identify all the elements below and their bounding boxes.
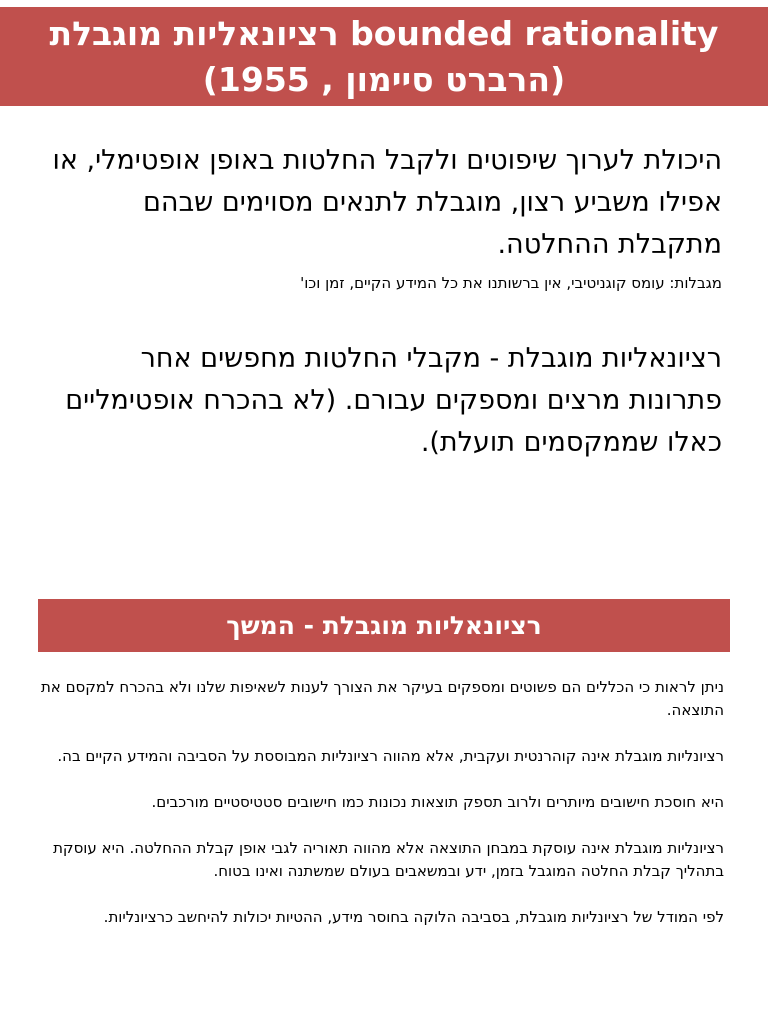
definition-text: היכולת לערוך שיפוטים ולקבל החלטות באופן אופטימלי, או אפילו משביע רצון, מוגבלת לתנאים מסוימים שבהם מתקבלת ההחלטה.: [52, 145, 722, 260]
summary-text: רציונאליות מוגבלת - מקבלי החלטות מחפשים אחר פתרונות מרצים ומספקים עבורם. (לא בהכרח אופטימליים כאלו שממקסמים תועלת).: [65, 343, 722, 458]
paragraph: היא חוסכת חישובים מיותרים ולרוב תספק תוצאות נכונות כמו חישובים סטטיסטיים מורכבים.: [151, 793, 724, 811]
slide1-title-line2: (הרברט סיימון , 1955): [202, 60, 566, 99]
paragraph: ניתן לראות כי הכללים הם פשוטים ומספקים בעיקר את הצורך לענות לשאיפות שלנו ולא בהכרח למקסם את התוצאה.: [40, 678, 724, 719]
paragraph: רציונליות מוגבלת אינה עוסקת במבחן התוצאה אלא מהווה תאוריה לגבי אופן קבלת ההחלטה. היא עוסקת בתהליך קבלת החלטה המוגבל בזמן, ידע ובמשאבים בעולם שמשתנה ואינו בטוח.: [53, 839, 724, 880]
slide2-title: רציונאליות מוגבלת - המשך: [226, 611, 542, 640]
slide2-title-banner: [38, 599, 730, 652]
paragraph: לפי המודל של רציונליות מוגבלת, בסביבה הלוקה בחוסר מידע, ההטיות יכולות להיחשב כרציונליות.: [103, 908, 724, 926]
slide1-body: [42, 140, 722, 464]
limitations-note: מגבלות: עומס קוגניטיבי, אין ברשותנו את כל המידע הקיים, זמן וכו': [300, 274, 722, 292]
paragraph: רציונליות מוגבלת אינה קוהרנטית ועקבית, אלא מהווה רציונליות המבוססת על הסביבה והמידע הקיים בה.: [57, 747, 724, 765]
slide2-body: [34, 676, 724, 952]
slide1-title-line1: רציונאליות מוגבלת bounded rationality: [49, 14, 719, 53]
slide1-title-banner: [0, 7, 768, 106]
